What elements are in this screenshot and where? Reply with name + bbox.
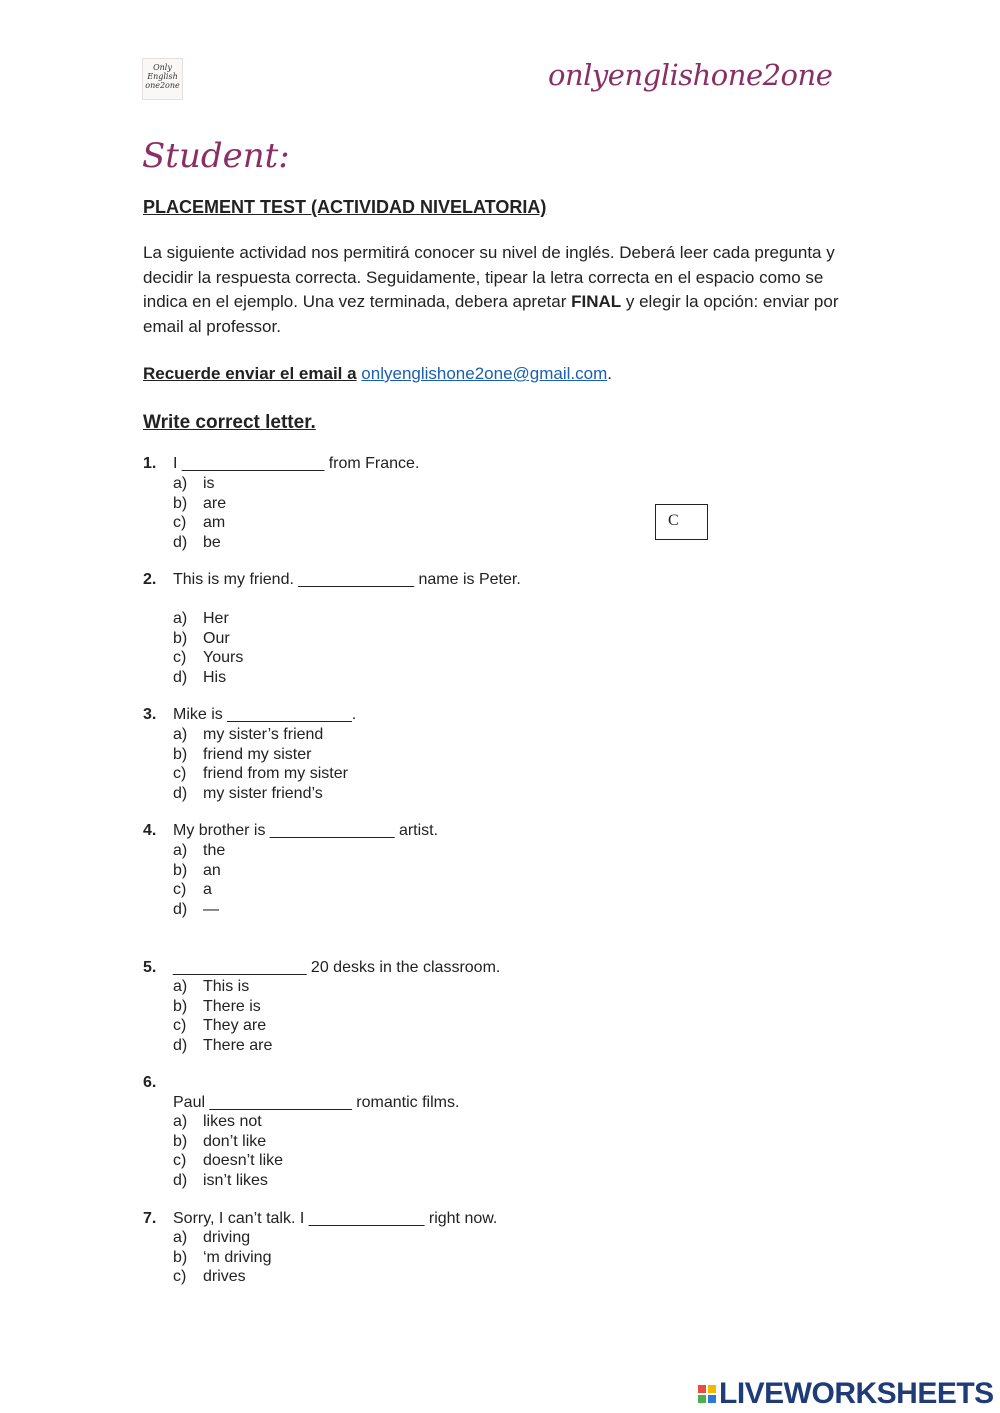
question-number: 3.: [143, 706, 157, 723]
option-text: Yours: [203, 649, 244, 666]
option-item: [173, 1152, 283, 1170]
question-text: Paul ________________ romantic films.: [173, 1094, 460, 1111]
question-text: My brother is ______________ artist.: [173, 822, 439, 839]
student-label: Student:: [142, 136, 290, 176]
question-text: _______________ 20 desks in the classroom.: [173, 959, 501, 976]
liveworksheets-icon: [698, 1385, 716, 1403]
option-text: friend from my sister: [203, 765, 348, 782]
option-text: There are: [203, 1036, 273, 1054]
email-reminder: [143, 364, 612, 384]
option-text: driving: [203, 1229, 251, 1246]
option-letter: c): [173, 1017, 187, 1034]
option-letter: a): [173, 1113, 188, 1130]
email-link[interactable]: onlyenglishone2one@gmail.com: [361, 364, 608, 383]
question-number: 5.: [143, 959, 157, 976]
option-item: [173, 765, 348, 783]
option-text: His: [203, 668, 227, 686]
option-letter: c): [173, 649, 187, 666]
option-item: [173, 534, 221, 552]
option-text: isn’t likes: [203, 1171, 268, 1189]
page-title: PLACEMENT TEST (ACTIVIDAD NIVELATORIA): [143, 197, 547, 217]
option-item: [173, 495, 226, 513]
question-text: This is my friend. _____________ name is Peter.: [173, 571, 521, 588]
option-letter: a): [173, 726, 188, 743]
option-letter: a): [173, 610, 188, 627]
option-item: [173, 881, 212, 899]
answer-input-1[interactable]: C: [655, 504, 708, 540]
option-letter: d): [173, 533, 188, 551]
option-letter: b): [173, 861, 188, 879]
option-letter: d): [173, 668, 188, 686]
icon-square-red: [698, 1385, 706, 1393]
option-item: [173, 475, 215, 493]
option-letter: b): [173, 494, 188, 512]
option-text: There is: [203, 997, 261, 1015]
option-text: an: [203, 861, 221, 879]
option-text: —: [203, 900, 219, 918]
option-item: [173, 669, 226, 687]
option-letter: c): [173, 1268, 187, 1285]
instructions-text-end: y elegir la opción: enviar por email al professor.: [143, 292, 839, 336]
site-logo: Only English one2one: [142, 58, 183, 100]
option-text: be: [203, 533, 221, 551]
option-letter: b): [173, 1248, 188, 1266]
option-text: They are: [203, 1017, 267, 1034]
email-reminder-label: Recuerde enviar el email a: [143, 364, 357, 383]
icon-square-green: [698, 1395, 706, 1403]
option-item: [173, 630, 230, 648]
option-item: [173, 842, 225, 860]
option-letter: a): [173, 1229, 188, 1246]
option-text: Her: [203, 610, 229, 627]
icon-square-blue: [708, 1395, 716, 1403]
instructions-text: La siguiente actividad nos permitirá conocer su nivel de inglés. Deberá leer cada pregunta y decidir la respuesta correcta. Seguidamente, tipear la letra correcta en el espacio como se indica en el ejemplo. Una vez terminada, debera apretar: [143, 243, 835, 311]
option-item: [173, 1113, 262, 1131]
icon-square-yellow: [708, 1385, 716, 1393]
option-text: my sister friend’s: [203, 784, 323, 802]
option-text: friend my sister: [203, 745, 312, 763]
option-item: [173, 1172, 268, 1190]
option-text: drives: [203, 1268, 246, 1285]
option-item: [173, 1268, 246, 1286]
option-text: don’t like: [203, 1132, 267, 1150]
question-number: 2.: [143, 571, 157, 588]
option-text: likes not: [203, 1113, 262, 1130]
brand-name: onlyenglishone2one: [548, 58, 833, 92]
option-letter: b): [173, 997, 188, 1015]
liveworksheets-text: LIVEWORKSHEETS: [719, 1377, 994, 1410]
question-text: I ________________ from France.: [173, 455, 420, 472]
option-item: [173, 978, 249, 996]
question-text: Mike is ______________.: [173, 706, 357, 723]
question-number: 7.: [143, 1210, 157, 1227]
option-letter: d): [173, 900, 188, 918]
option-letter: a): [173, 842, 188, 859]
option-text: my sister’s friend: [203, 726, 324, 743]
option-text: a: [203, 881, 212, 898]
option-item: [173, 785, 323, 803]
option-letter: a): [173, 475, 188, 492]
instructions: [143, 241, 843, 339]
option-item: [173, 726, 323, 744]
question-number: 4.: [143, 822, 157, 839]
option-item: [173, 1017, 266, 1035]
option-letter: c): [173, 1152, 187, 1169]
option-letter: c): [173, 514, 187, 531]
liveworksheets-logo: [698, 1377, 994, 1411]
option-text: am: [203, 514, 226, 531]
option-item: [173, 1229, 250, 1247]
option-item: [173, 1133, 266, 1151]
option-text: are: [203, 494, 227, 512]
option-item: [173, 1249, 271, 1267]
option-item: [173, 862, 221, 880]
email-reminder-end: .: [607, 364, 612, 383]
option-item: [173, 746, 311, 764]
option-text: is: [203, 475, 215, 492]
option-text: Our: [203, 629, 230, 647]
question-text: Sorry, I can’t talk. I _____________ right now.: [173, 1210, 498, 1227]
option-letter: b): [173, 629, 188, 647]
instructions-final: FINAL: [571, 292, 622, 311]
option-text: ‘m driving: [203, 1248, 272, 1266]
question-number: 6.: [143, 1074, 157, 1091]
option-item: [173, 610, 229, 628]
option-text: doesn’t like: [203, 1152, 284, 1169]
option-text: This is: [203, 978, 250, 995]
section-title: Write correct letter.: [143, 412, 316, 433]
option-item: [173, 514, 225, 532]
option-item: [173, 901, 219, 919]
option-letter: a): [173, 978, 188, 995]
option-item: [173, 1037, 272, 1055]
option-letter: b): [173, 1132, 188, 1150]
option-item: [173, 998, 261, 1016]
option-letter: c): [173, 765, 187, 782]
option-letter: d): [173, 784, 188, 802]
option-item: [173, 649, 243, 667]
question-number: 1.: [143, 455, 157, 472]
option-letter: c): [173, 881, 187, 898]
option-letter: d): [173, 1171, 188, 1189]
option-letter: d): [173, 1036, 188, 1054]
option-letter: b): [173, 745, 188, 763]
option-text: the: [203, 842, 226, 859]
